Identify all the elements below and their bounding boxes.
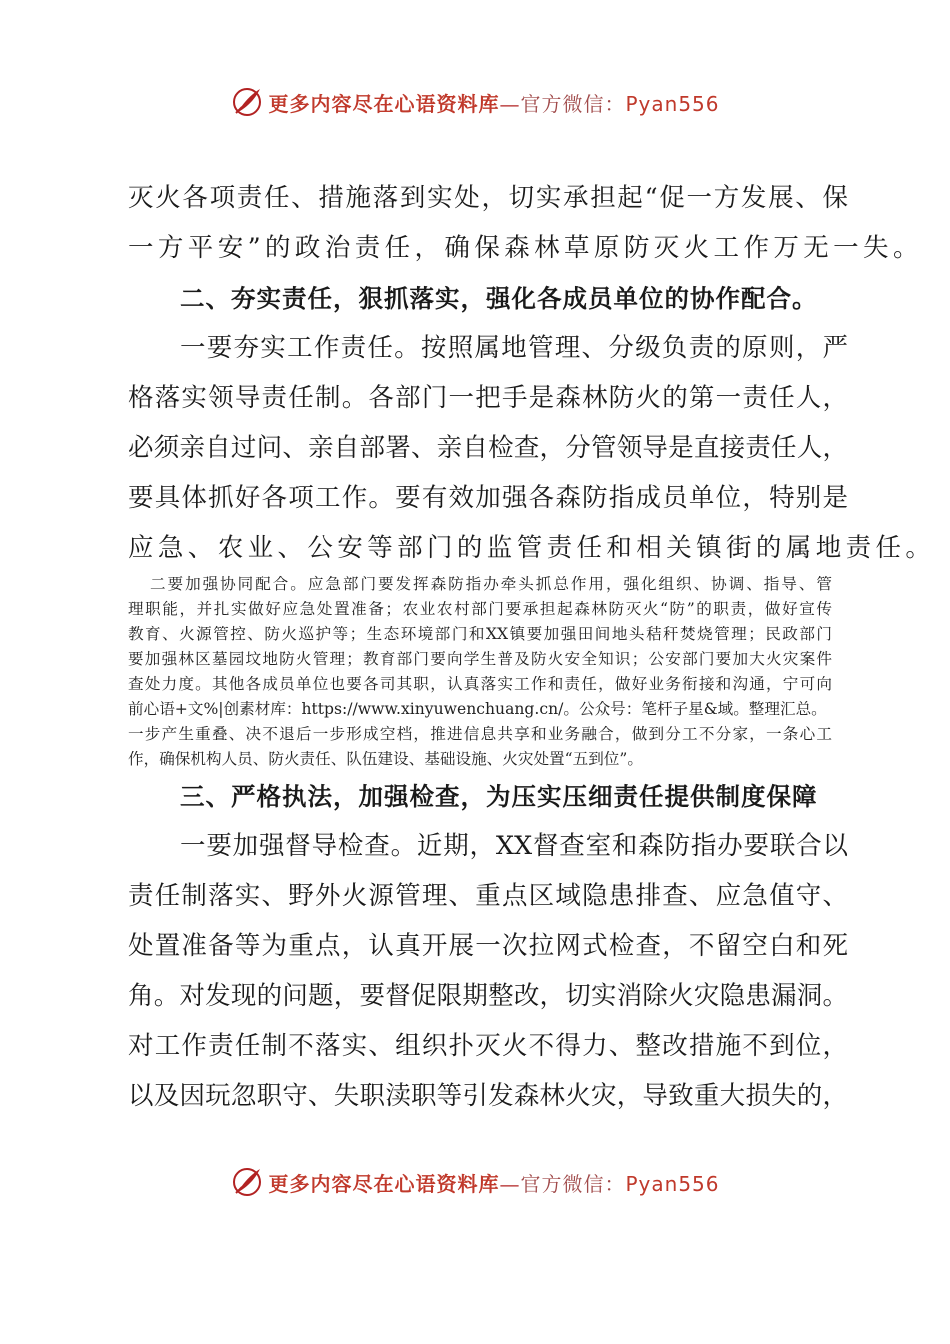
watermark-header (0, 82, 950, 122)
watermark-wechat-label: 官方微信： (520, 91, 626, 116)
paragraph-line: 格落实领导责任制。各部门一把手是森林防火的第一责任人， (128, 383, 848, 413)
paragraph-line: 必须亲自过问、亲自部署、亲自检查，分管领导是直接责任人， (128, 433, 848, 463)
paragraph-line: 要具体抓好各项工作。要有效加强各森防指成员单位，特别是 (128, 483, 848, 513)
paragraph-line: 灭火各项责任、措施落到实处，切实承担起“促一方发展、保 (128, 183, 848, 213)
small-paragraph-line: 查处力度。其他各成员单位也要各司其职，认真落实工作和责任，做好业务衔接和沟通，宁可向 (128, 675, 832, 693)
small-paragraph-line: 作，确保机构人员、防火责任、队伍建设、基础设施、火灾处置“五到位”。 (128, 750, 643, 768)
small-paragraph-line: 理职能，并扎实做好应急处置准备；农业农村部门要承担起森林防灭火“防”的职责，做好宣传 (128, 600, 832, 618)
paragraph-line: 应急、农业、公安等部门的监管责任和相关镇街的属地责任。 (128, 533, 936, 563)
small-paragraph-line: 教育、火源管控、防火巡护等；生态环境部门和XX镇要加强田间地头秸秆焚烧管理；民政部门 (128, 625, 832, 643)
paragraph-line: 处置准备等为重点，认真开展一次拉网式检查，不留空白和死 (128, 931, 848, 961)
quill-logo-icon (230, 1165, 264, 1199)
paragraph-line: 一方平安”的政治责任，确保森林草原防灭火工作万无一失。 (128, 233, 923, 263)
paragraph-line: 一要加强督导检查。近期，XX督查室和森防指办要联合以 (180, 831, 848, 861)
paragraph-line: 对工作责任制不落实、组织扑灭火不得力、整改措施不到位， (128, 1031, 848, 1061)
small-paragraph-line: 前心语+文%|创素材库：https://www.xinyuwenchuang.cn/。公众号：笔杆子星&域。整理汇总。 (128, 700, 827, 718)
watermark-text (268, 1168, 719, 1197)
paragraph-line: 责任制落实、野外火源管理、重点区域隐患排查、应急值守、 (128, 881, 848, 911)
paragraph-line: 以及因玩忽职守、失职渎职等引发森林火灾，导致重大损失的， (128, 1081, 848, 1111)
watermark-site: 更多内容尽在心语资料库 (268, 91, 500, 116)
paragraph-line: 一要夯实工作责任。按照属地管理、分级负责的原则，严 (180, 333, 848, 363)
section-heading-2: 二、夯实责任，狠抓落实，强化各成员单位的协作配合。 (180, 284, 818, 313)
small-paragraph-line: 二要加强协同配合。应急部门要发挥森防指办牵头抓总作用，强化组织、协调、指导、管 (150, 575, 832, 593)
paragraph-line: 角。对发现的问题，要督促限期整改，切实消除火灾隐患漏洞。 (128, 981, 848, 1011)
watermark-wechat-label: 官方微信： (520, 1171, 626, 1196)
watermark-wechat-id: Pyan556 (625, 1171, 720, 1196)
small-paragraph-line: 要加强林区墓园坟地防火管理；教育部门要向学生普及防火安全知识；公安部门要加大火灾案件 (128, 650, 832, 668)
watermark-footer (0, 1162, 950, 1202)
section-heading-3: 三、严格执法，加强检查，为压实压细责任提供制度保障 (180, 782, 818, 811)
watermark-dash: — (499, 1171, 521, 1196)
watermark-dash: — (499, 91, 521, 116)
small-paragraph-line: 一步产生重叠、决不退后一步形成空档，推进信息共享和业务融合，做到分工不分家，一条心工 (128, 725, 832, 743)
watermark-text (268, 88, 719, 117)
quill-logo-icon (230, 85, 264, 119)
watermark-site: 更多内容尽在心语资料库 (268, 1171, 500, 1196)
watermark-wechat-id: Pyan556 (625, 91, 720, 116)
